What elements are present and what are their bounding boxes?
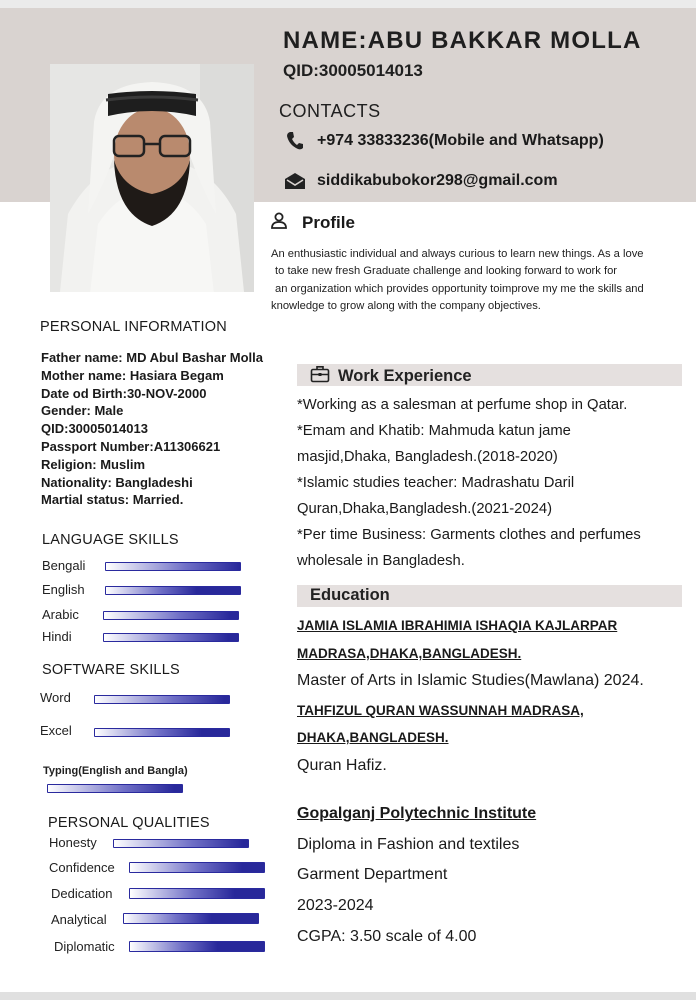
phone-number: +974 33833236(Mobile and Whatsapp) <box>317 132 604 149</box>
top-strip <box>0 0 696 8</box>
personal-info-item: Religion: Muslim <box>41 456 145 472</box>
work-experience-title: Work Experience <box>338 367 472 385</box>
work-line: wholesale in Bangladesh. <box>297 553 465 569</box>
email-contact[interactable] <box>283 172 558 190</box>
qid-header: QID:30005014013 <box>283 61 423 80</box>
quality-label-honesty: Honesty <box>49 835 97 850</box>
phone-icon <box>283 131 307 151</box>
work-experience-list <box>297 392 641 574</box>
quality-bar-dedication <box>129 888 265 899</box>
work-experience-heading <box>310 365 472 388</box>
user-icon <box>270 211 288 234</box>
personal-info-item: Father name: MD Abul Bashar Molla <box>41 350 263 365</box>
profile-summary <box>271 246 696 315</box>
software-skills-heading: SOFTWARE SKILLS <box>42 662 180 678</box>
skill-label-english: English <box>42 582 85 597</box>
education-degree-3: Diploma in Fashion and textiles <box>297 836 520 853</box>
skill-bar-remainder <box>197 587 240 594</box>
work-line: *Emam and Khatib: Mahmuda katun jame <box>297 423 571 439</box>
skill-label-excel: Excel <box>40 723 72 738</box>
skill-bar-remainder <box>212 914 258 923</box>
skill-label-hindi: Hindi <box>42 629 72 644</box>
education-school-2-location: DHAKA,BANGLADESH. <box>297 730 449 745</box>
skill-label-arabic: Arabic <box>42 607 79 622</box>
profile-line: an organization which provides opportunity toimprove my me the skills and <box>275 282 644 295</box>
phone-contact[interactable] <box>283 131 604 151</box>
skill-bar-word <box>94 695 230 704</box>
contacts-heading: CONTACTS <box>279 101 381 121</box>
skill-bar-remainder <box>243 863 264 872</box>
skill-bar-bengali <box>105 562 241 571</box>
profile-photo <box>50 64 254 292</box>
personal-info-heading: PERSONAL INFORMATION <box>40 319 227 335</box>
skill-bar-remainder <box>231 612 238 619</box>
briefcase-icon <box>310 365 330 388</box>
personal-info-item: Nationality: Bangladeshi <box>41 474 193 490</box>
quality-label-analytical: Analytical <box>51 912 107 927</box>
personal-info-item: Passport Number:A11306621 <box>41 438 221 454</box>
skill-bar-excel <box>94 728 230 737</box>
skill-bar-remainder <box>218 942 264 951</box>
skill-bar-remainder <box>175 785 182 792</box>
education-school-1: JAMIA ISLAMIA IBRAHIMIA ISHAQIA KAJLARPAR <box>297 618 618 633</box>
skill-bar-english <box>105 586 241 595</box>
personal-info-item: Mother name: Hasiara Begam <box>41 367 224 383</box>
education-school-3: Gopalganj Polytechnic Institute <box>297 805 537 822</box>
language-skills-heading: LANGUAGE SKILLS <box>42 532 179 548</box>
quality-bar-confidence <box>129 862 265 873</box>
personal-info-item: Gender: Male <box>41 403 124 419</box>
personal-info-item: Date od Birth:30-NOV-2000 <box>41 385 207 401</box>
skill-bar-typing <box>47 784 183 793</box>
quality-label-dedication: Dedication <box>51 886 113 901</box>
skill-bar-hindi <box>103 633 239 642</box>
education-department: Garment Department <box>297 866 448 883</box>
profile-line: An enthusiastic individual and always curious to learn new things. As a love <box>271 248 644 260</box>
education-school-1-location: MADRASA,DHAKA,BANGLADESH. <box>297 646 522 661</box>
skill-bar-remainder <box>244 840 248 847</box>
skill-bar-remainder <box>225 696 229 703</box>
work-line: Quran,Dhaka,Bangladesh.(2021-2024) <box>297 501 553 517</box>
candidate-name: NAME:ABU BAKKAR MOLLA <box>283 27 642 54</box>
education-school-2: TAHFIZUL QURAN WASSUNNAH MADRASA, <box>297 703 584 718</box>
quality-bar-analytical <box>123 913 259 924</box>
education-years: 2023-2024 <box>297 897 374 914</box>
skill-label-word: Word <box>40 690 71 705</box>
work-line: *Per time Business: Garments clothes and perfumes <box>297 527 641 543</box>
personal-info-item: Martial status: Married. <box>41 492 184 508</box>
profile-line: knowledge to grow along with the company objectives. <box>271 299 541 312</box>
skill-bar-remainder <box>229 634 238 641</box>
skill-bar-remainder <box>202 729 229 736</box>
education-degree-1: Master of Arts in Islamic Studies(Mawlana) 2024. <box>297 672 644 689</box>
education-cgpa: CGPA: 3.50 scale of 4.00 <box>297 928 477 945</box>
personal-info-list <box>41 349 263 509</box>
work-line: *Working as a salesman at perfume shop in Qatar. <box>297 397 628 413</box>
skill-label-bengali: Bengali <box>42 558 86 573</box>
personal-info-item: QID:30005014013 <box>41 421 148 437</box>
profile-heading <box>270 211 355 234</box>
quality-bar-diplomatic <box>129 941 265 952</box>
skill-bar-arabic <box>103 611 239 620</box>
work-line: *Islamic studies teacher: Madrashatu Daril <box>297 475 575 491</box>
typing-label: Typing(English and Bangla) <box>43 765 188 777</box>
profile-title: Profile <box>302 212 355 232</box>
email-address: siddikabubokor298@gmail.com <box>317 172 558 189</box>
bottom-strip <box>0 992 696 1000</box>
quality-label-diplomatic: Diplomatic <box>54 939 115 954</box>
education-degree-2: Quran Hafiz. <box>297 757 387 774</box>
work-line: masjid,Dhaka, Bangladesh.(2018-2020) <box>297 449 558 465</box>
education-heading: Education <box>310 586 390 604</box>
quality-bar-honesty <box>113 839 249 848</box>
profile-line: to take new fresh Graduate challenge and looking forward to work for <box>275 265 618 278</box>
envelope-icon <box>283 172 307 190</box>
quality-label-confidence: Confidence <box>49 860 115 875</box>
personal-qualities-heading: PERSONAL QUALITIES <box>48 815 210 831</box>
skill-bar-remainder <box>235 889 264 898</box>
